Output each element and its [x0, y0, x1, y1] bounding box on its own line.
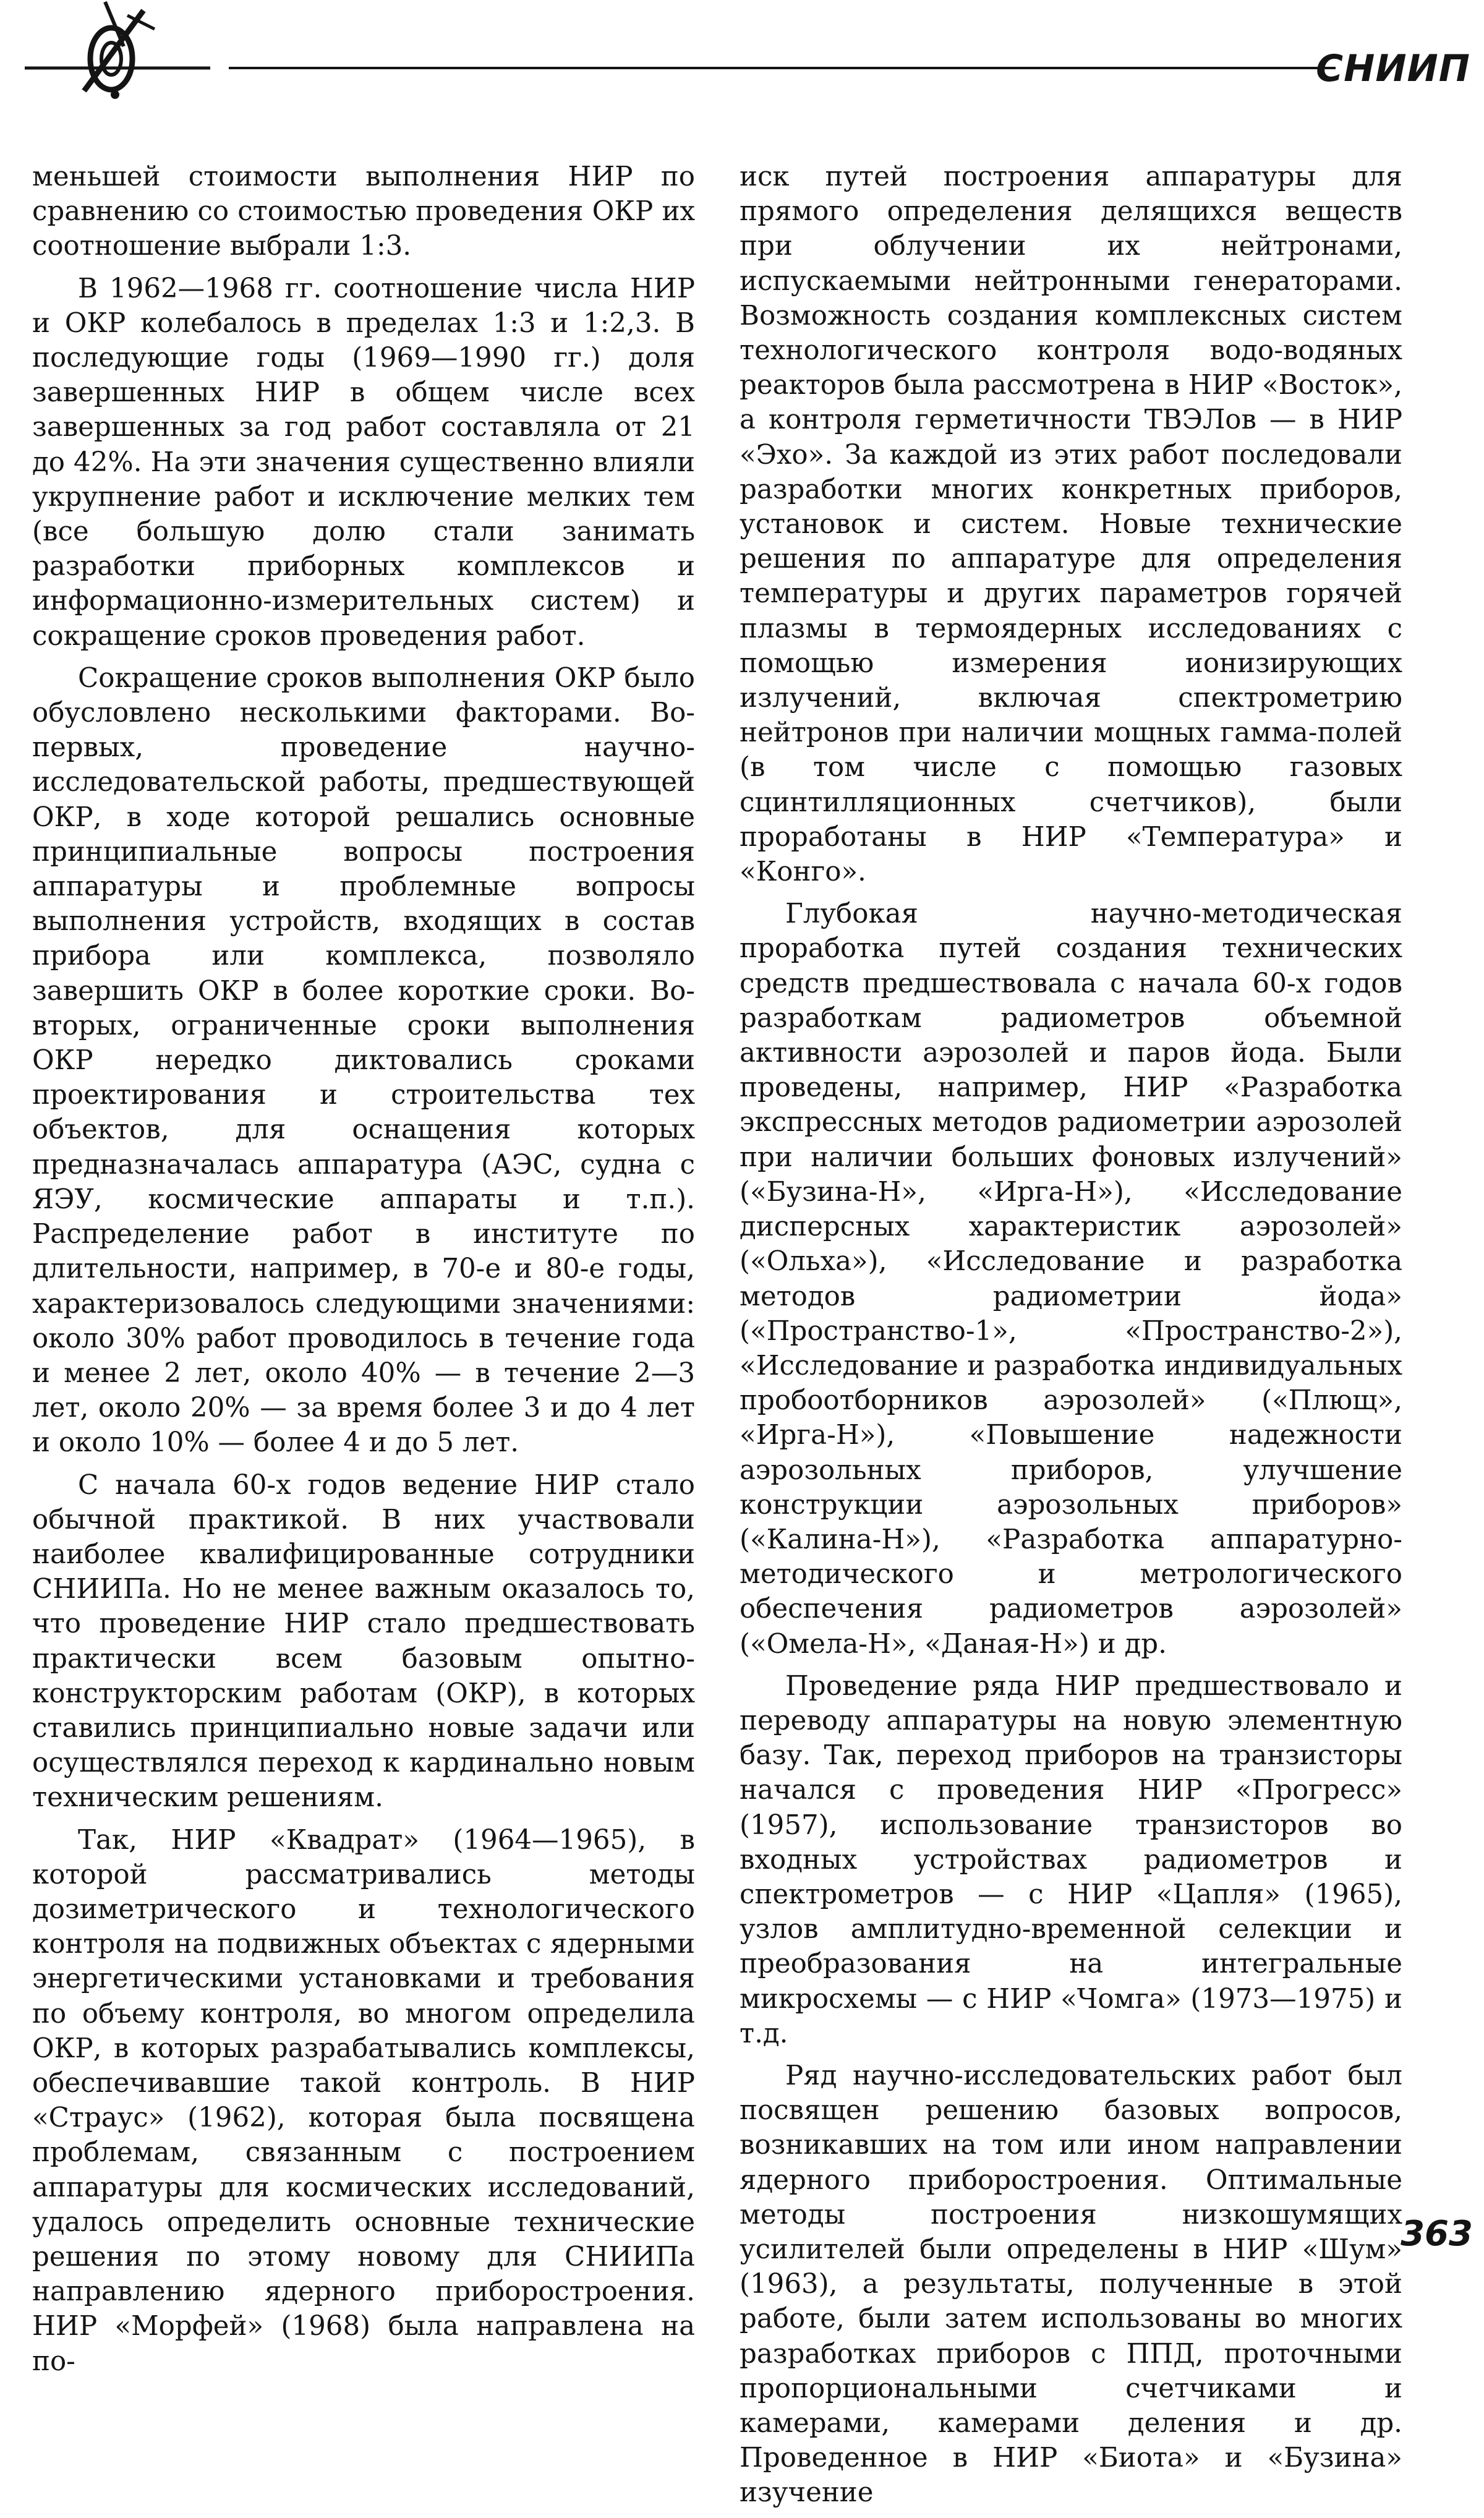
paragraph: Ряд научно-исследовательских работ был посвящен решению базовых вопросов, возникавших на том или ином направлении ядерного приборостроения. Оптимальные методы построения низкошумящих усилителей были определены в НИР «Шум» (1963), а результаты, полученные в этой работе, были затем использованы во многих разработках приборов с ППД, проточными пропорциональными счетчиками и камерами, камерами деления и др. Проведенное в НИР «Биота» и «Бузина» изучение: [740, 2060, 1402, 2509]
page-number: 363: [1401, 2214, 1473, 2254]
paragraph: Глубокая научно-методическая проработка путей создания технических средств предшествовала с начала 60-х годов разработкам радиометров объемной активности аэрозолей и паров йода. Были проведены, например, НИР «Разработка экспрессных методов радиометрии аэрозолей при наличии больших фоновых излучений» («Бузина-Н», «Ирга-Н»), «Исследование дисперсных характеристик аэрозолей» («Ольха»), «Исследование и разработка методов радиометрии йода» («Пространство-1», «Пространство-2»), «Исследование и разработка индивидуальных пробоотборников аэрозолей» («Плющ», «Ирга-Н»), «Повышение надежности аэрозольных приборов, улучшение конструкции аэрозольных приборов» («Калина-Н»), «Разработка аппаратурно-методического и метрологического обеспечения радиометров аэрозолей» («Омела-Н», «Даная-Н») и др.: [740, 898, 1402, 1660]
right-column: [740, 160, 1402, 2518]
paragraph: В 1962—1968 гг. соотношение числа НИР и ОКР колебалось в пределах 1:3 и 1:2,3. В последующие годы (1969—1990 гг.) доля завершенных НИР в общем числе всех завершенных за год работ составляла от 21 до 42%. На эти значения существенно влияли укрупнение работ и исключение мелких тем (все большую долю стали занимать разработки приборных комплексов и информационно-измерительных систем) и сокращение сроков проведения работ.: [32, 273, 695, 652]
paragraph: С начала 60-х годов ведение НИР стало обычной практикой. В них участвовали наиболее квалифицированные сотрудники СНИИПа. Но не менее важным оказалось то, что проведение НИР стало предшествовать практически всем базовым опытно-конструкторским работам (ОКР), в которых ставились принципиально новые задачи или осуществлялся переход к кардинально новым техническим решениям.: [32, 1469, 695, 1814]
left-column: [32, 160, 695, 2386]
paragraph: меньшей стоимости выполнения НИР по сравнению со стоимостью проведения ОКР их соотношение выбрали 1:3.: [32, 161, 695, 262]
paragraph: Сокращение сроков выполнения ОКР было обусловлено несколькими факторами. Во-первых, проведение научно-исследовательской работы, предшествующей ОКР, в ходе которой решались основные принципиальные вопросы построения аппаратуры и проблемные вопросы выполнения устройств, входящих в состав прибора или комплекса, позволяло завершить ОКР в более короткие сроки. Во-вторых, ограниченные сроки выполнения ОКР нередко диктовались сроками проектирования и строительства тех объектов, для оснащения которых предназначалась аппаратура (АЭС, судна с ЯЭУ, космические аппараты и т.п.). Распределение работ в институте по длительности, например, в 70-е и 80-е годы, характеризовалось следующими значениями: около 30% работ проводилось в течение года и менее 2 лет, около 40% — в течение 2—3 лет, около 20% — за время более 3 и до 4 лет и около 10% — более 4 и до 5 лет.: [32, 662, 695, 1459]
paragraph: Проведение ряда НИР предшествовало и переводу аппаратуры на новую элементную базу. Так, переход приборов на транзисторы начался с проведения НИР «Прогресс» (1957), использование транзисторов во входных устройствах радиометров и спектрометров — с НИР «Цапля» (1965), узлов амплитудно-временной селекции и преобразования на интегральные микросхемы — с НИР «Чомга» (1973—1975) и т.д.: [740, 1670, 1402, 2049]
header-rule-graphic: [0, 0, 1484, 124]
atom-emblem-icon: [84, 2, 155, 99]
paragraph: иск путей построения аппаратуры для прямого определения делящихся веществ при облучении их нейтронами, испускаемыми нейтронными генераторами. Возможность создания комплексных систем технологического контроля водо-водяных реакторов была рассмотрена в НИР «Восток», а контроля герметичности ТВЭЛов — в НИР «Эхо». За каждой из этих работ последовали разработки многих конкретных приборов, установок и систем. Новые технические решения по аппаратуре для определения температуры и других параметров горячей плазмы в термоядерных исследованиях с помощью измерения ионизирующих излучений, включая спектрометрию нейтронов при наличии мощных гамма-полей (в том числе с помощью газовых сцинтилляционных счетчиков), были проработаны в НИР «Температура» и «Конго».: [740, 161, 1402, 888]
paragraph: Так, НИР «Квадрат» (1964—1965), в которой рассматривались методы дозиметрического и технологического контроля на подвижных объектах с ядерными энергетическими установками и требования по объему контроля, во многом определила ОКР, в которых разрабатывались комплексы, обеспечивавшие такой контроль. В НИР «Страус» (1962), которая была посвящена проблемам, связанным с построением аппаратуры для космических исследований, удалось определить основные технические решения по этому новому для СНИИПа направлению ядерного приборостроения. НИР «Морфей» (1968) была направлена на по-: [32, 1824, 695, 2377]
running-title: СНИИП: [1316, 47, 1470, 90]
page-header: [0, 0, 1484, 124]
